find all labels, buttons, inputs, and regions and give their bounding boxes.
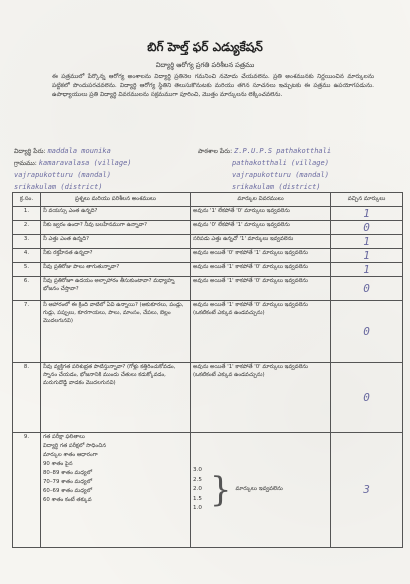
village-line xyxy=(14,159,132,168)
row-question-title: గత పరీక్షా ఫలితాలు xyxy=(43,434,85,440)
table-row xyxy=(13,301,403,363)
table-row xyxy=(13,221,403,235)
row-question: నీ ఆహారంలో ఈ క్రింది వాటిలో ఏవి ఉన్నాయి? (ఆకుకూరలు, పండ్లు, గుడ్లు, పప్పులు, కూరగాయలు, పాలు, మాంసం, చేపలు, బెల్లం మొదలగునవి) xyxy=(41,301,191,363)
row-criteria: అవును అయితే '0' కాకపోతే '1' మార్కులు ఇవ్వవలెను xyxy=(191,249,331,263)
header-serial: క్ర.సం. xyxy=(13,193,41,207)
header-score: వచ్చిన మార్కులు xyxy=(331,193,403,207)
row-question: నీవు ప్రతిరోజూ ఉదయం అల్పాహారం తీసుకుంటావా? మధ్యాహ్న భోజనం చేస్తావా? xyxy=(41,277,191,301)
document-title: బిగ్ హెల్త్ ఫర్ ఎడ్యుకేషన్ xyxy=(147,40,263,54)
table-row xyxy=(13,433,403,548)
header-criteria: మార్కుల వివరములు xyxy=(191,193,331,207)
band-note: మార్కులు ఇవ్వవలెను xyxy=(235,486,283,493)
row-number: 3. xyxy=(13,235,41,249)
list-item: 60–69 శాతం మధ్యలో xyxy=(43,487,93,494)
row-question: నీ వయస్సు ఎంత ఉన్నది? xyxy=(41,207,191,221)
school-village-line xyxy=(232,159,329,167)
row-score: 0 xyxy=(331,301,403,363)
row-score: 1 xyxy=(331,249,403,263)
table-row xyxy=(13,249,403,263)
row-criteria: అవును అయితే '1' కాకపోతే '0' మార్కులు ఇవ్వవలెను xyxy=(191,263,331,277)
row-number: 1. xyxy=(13,207,41,221)
list-item: 80–89 శాతం మధ్యలో xyxy=(43,469,93,476)
school-mandal-line xyxy=(232,171,329,179)
list-item: 90 శాతం పైన xyxy=(43,460,73,467)
school-mandal-value: vajrapukotturu (mandal) xyxy=(232,171,329,179)
band-value: 1.5 xyxy=(193,495,202,502)
row-criteria: అవును అయితే '1' కాకపోతే '0' మార్కులు ఇవ్వవలెను xyxy=(191,277,331,301)
row-question xyxy=(41,433,191,548)
row-score: 1 xyxy=(331,207,403,221)
school-name-label: పాఠశాల పేరు: xyxy=(198,148,233,155)
band-value: 2.5 xyxy=(193,476,202,483)
row-number: 6. xyxy=(13,277,41,301)
school-district-line xyxy=(232,183,321,191)
band-value: 3.0 xyxy=(193,467,202,474)
row-number: 5. xyxy=(13,263,41,277)
row-criteria: అవును అయితే '1' కాకపోతే '0' మార్కులు ఇవ్వవలెను (ఒకటికంటే ఎక్కువ ఉండవచ్చును) xyxy=(191,363,331,433)
village-value: kamaravalasa (village) xyxy=(38,159,132,167)
list-item: 70–79 శాతం మధ్యలో xyxy=(43,478,93,485)
row-criteria: అవును '0' లేకపోతే '1' మార్కులు ఇవ్వవలెను xyxy=(191,221,331,235)
row-question-subitems xyxy=(43,442,188,505)
list-item: 60 శాతం కంటే తక్కువ xyxy=(43,496,92,503)
list-item: విద్యార్థి గత పరీక్షలో సాధించిన xyxy=(43,442,106,449)
row-number: 4. xyxy=(13,249,41,263)
row-score: 0 xyxy=(331,363,403,433)
table-row xyxy=(13,207,403,221)
assessment-table xyxy=(12,192,403,548)
mandal-line xyxy=(14,171,111,179)
row-question: నీకు రక్తహీనత ఉన్నదా? xyxy=(41,249,191,263)
row-score: 1 xyxy=(331,263,403,277)
district-value: srikakulam (district) xyxy=(14,183,103,191)
table-row xyxy=(13,363,403,433)
school-district-value: srikakulam (district) xyxy=(232,183,321,191)
student-name-value: maddala mounika xyxy=(47,147,111,155)
intro-paragraph: ఈ పత్రములో పేర్కొన్న ఆరోగ్య అంశాలను విద్యార్థి ప్రతినెల గమనించి నమోదు చేయవలెను. ప్రతి అంశమునకు నిర్ణయించిన మార్కులను పట్టికలో పొందుపరచవలెను. విద్యార్థి ఆరోగ్య స్థితిని తెలుసుకొనుటకు మరియు తగిన సూచనలు ఇచ్చుటకు ఈ పత్రము ఉపయోగపడును. ఉపాధ్యాయులు ప్రతి విద్యార్థి వివరములను సక్రమముగా పూరించి, మొత్తం మార్కులను లెక్కించవలెను. xyxy=(52,74,374,99)
table-row xyxy=(13,235,403,249)
table-header-row xyxy=(13,193,403,207)
header-question: ప్రశ్నలు మరియు పరిశీలన అంశములు xyxy=(41,193,191,207)
row-question: నీవు వ్యక్తిగత పరిశుభ్రత పాటిస్తున్నావా? (గోళ్లు కత్తిరించుకోవడం, స్నానం చేయడం, భోజనానికి ముందు చేతులు కడుక్కోవడం, మరుగుదొడ్డి వాడకం మొదలగునవి) xyxy=(41,363,191,433)
school-village-value: pathakotthali (village) xyxy=(232,159,329,167)
row-question: నీకు జ్వరం ఉందా? నీవు బలహీనముగా ఉన్నావా? xyxy=(41,221,191,235)
row-question: నీవు ప్రతిరోజు పాలు తాగుతున్నావా? xyxy=(41,263,191,277)
score-bands xyxy=(193,466,328,514)
school-name-value: Z.P.U.P.S pathakotthali xyxy=(234,147,332,155)
row-criteria: సరిపడు ఎత్తు ఉన్నచో '1' మార్కులు ఇవ్వవలెను xyxy=(191,235,331,249)
list-item: మార్కుల శాతం ఆధారంగా xyxy=(43,451,98,458)
row-question: నీ ఎత్తు ఎంత ఉన్నది? xyxy=(41,235,191,249)
school-name-line xyxy=(198,147,331,156)
band-value: 2.0 xyxy=(193,486,202,493)
row-number: 7. xyxy=(13,301,41,363)
row-number: 9. xyxy=(13,433,41,548)
student-name-line xyxy=(14,147,111,156)
document-subtitle: విద్యార్థి ఆరోగ్య ప్రగతి పరిశీలన పత్రము xyxy=(155,61,255,69)
brace-icon: } xyxy=(209,470,232,510)
student-name-label: విద్యార్థి పేరు: xyxy=(14,148,46,155)
row-criteria: అవును '1' లేకపోతే '0' మార్కులు ఇవ్వవలెను xyxy=(191,207,331,221)
table-row xyxy=(13,277,403,301)
row-criteria xyxy=(191,433,331,548)
row-number: 2. xyxy=(13,221,41,235)
mandal-value: vajrapukotturu (mandal) xyxy=(14,171,111,179)
row-score: 1 xyxy=(331,235,403,249)
table-row xyxy=(13,263,403,277)
band-values xyxy=(193,466,202,514)
district-line xyxy=(14,183,103,191)
village-label: గ్రామము: xyxy=(14,160,37,167)
row-number: 8. xyxy=(13,363,41,433)
row-score: 3 xyxy=(331,433,403,548)
row-score: 0 xyxy=(331,221,403,235)
row-criteria: అవును అయితే '1' కాకపోతే '0' మార్కులు ఇవ్వవలెను (ఒకటికంటే ఎక్కువ ఉండవచ్చును) xyxy=(191,301,331,363)
band-value: 1.0 xyxy=(193,505,202,512)
row-score: 0 xyxy=(331,277,403,301)
